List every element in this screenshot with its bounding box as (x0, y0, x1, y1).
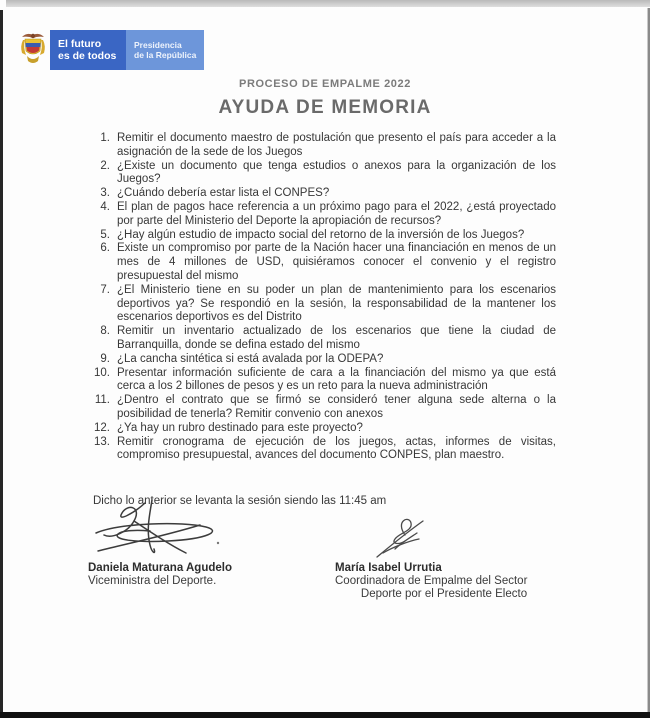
list-item-number: 8. (100, 325, 110, 338)
memoria-list (85, 132, 556, 463)
list-item (85, 284, 556, 325)
entity-name-line2: de la República (134, 50, 197, 60)
list-item-text: Presentar información suficiente de cara a la financiación del mismo ya que está cerca a los 2 billones de pesos y es un reto para la nueva administración (117, 366, 556, 393)
list-item-number: 1. (100, 132, 110, 144)
list-item-text: Existe un compromiso por parte de la Nación hacer una financiación en menos de un mes de 4 millones de USD, quisiéramos conocer el convenio y el registro presupuestal del mismo (117, 242, 556, 282)
list-item-number: 9. (100, 352, 110, 365)
list-item (85, 160, 556, 188)
list-item-number: 13. (94, 435, 110, 448)
list-item (85, 353, 556, 367)
brand-slogan-line1: El futuro (58, 38, 102, 50)
list-item-number: 3. (100, 187, 110, 200)
brand-slogan-line2: es de todos (58, 50, 117, 62)
list-item-number: 5. (100, 228, 110, 241)
list-item-text: El plan de pagos hace referencia a un próximo pago para el 2022, ¿está proyectado por parte del Ministerio del Deporte la apropiación de recursos? (117, 200, 556, 227)
scan-edge-bottom (0, 712, 650, 718)
signature-block-left (88, 505, 335, 601)
list-item-text: ¿Cuándo debería estar lista el CONPES? (117, 187, 330, 200)
document-title: AYUDA DE MEMORIA (218, 97, 432, 118)
signer-name-right: María Isabel Urrutia (335, 562, 442, 574)
list-item (85, 325, 556, 353)
list-item (85, 187, 556, 201)
list-item (85, 201, 556, 229)
closing-statement: Dicho lo anterior se levanta la sesión siendo las 11:45 am (93, 495, 387, 507)
list-item (85, 229, 556, 243)
signatures-section (88, 505, 590, 601)
list-item-text: ¿Hay algún estudio de impacto social del retorno de la inversión de los Juegos? (117, 228, 525, 241)
list-item-number: 2. (100, 159, 110, 172)
list-item-number: 12. (94, 421, 110, 434)
list-item-text: ¿Dentro el contrato que se firmó se consideró tener alguna sede alterna o la posibilidad de tenerla? Remitir convenio con anexos (117, 394, 556, 420)
list-item-text: Remitir un inventario actualizado de los escenarios que tiene la ciudad de Barranquilla, donde se defina estado del mismo (117, 325, 556, 351)
signature-block-right (335, 505, 565, 601)
list-item (85, 132, 556, 160)
list-item-number: 4. (100, 200, 110, 213)
signer-title-right-line2: Deporte por el Presidente Electo (360, 588, 528, 600)
list-item (85, 422, 556, 436)
entity-name-line1: Presidencia (134, 40, 182, 50)
document-titles (0, 78, 650, 119)
list-item-number: 6. (100, 242, 110, 255)
list-item-text: ¿Existe un documento que tenga estudios o anexos para la organización de los Juegos? (117, 159, 556, 186)
signer-name-left: Daniela Maturana Agudelo (88, 562, 232, 574)
scan-edge-top (6, 0, 650, 7)
list-item-text: ¿El Ministerio tiene en su poder un plan de mantenimiento para los escenarios deportivos ya? Se respondió en la sesión, la responsabilidad de la mantener los escenarios deportivos es del Distrito (117, 283, 556, 324)
entity-name-box (126, 30, 204, 70)
list-item-text: Remitir cronograma de ejecución de los juegos, actas, informes de visitas, compromiso presupuestal, avances del documento CONPES, plan maestro. (117, 435, 556, 462)
colombia-coat-of-arms-icon (16, 30, 50, 70)
signature-scribble-left-icon (90, 499, 240, 561)
government-logo (16, 30, 204, 70)
list-item-number: 7. (100, 283, 110, 296)
list-item (85, 367, 556, 395)
list-item (85, 394, 556, 422)
signer-title-right-line1: Coordinadora de Empalme del Sector (335, 575, 528, 587)
signature-scribble-right-icon (365, 513, 435, 561)
list-item-number: 11. (94, 394, 110, 407)
list-item (85, 436, 556, 464)
list-item-number: 10. (94, 366, 110, 379)
list-item-text: ¿Ya hay un rubro destinado para este proyecto? (117, 421, 363, 434)
list-item (85, 242, 556, 283)
brand-slogan-box (50, 30, 126, 70)
list-item-text: ¿La cancha sintética si está avalada por la ODEPA? (117, 352, 384, 365)
signer-title-left: Viceministra del Deporte. (88, 575, 217, 587)
list-item-text: Remitir el documento maestro de postulación que presento el país para acceder a la asignación de la sede de los Juegos (117, 132, 556, 158)
document-subtitle: PROCESO DE EMPALME 2022 (239, 78, 411, 90)
